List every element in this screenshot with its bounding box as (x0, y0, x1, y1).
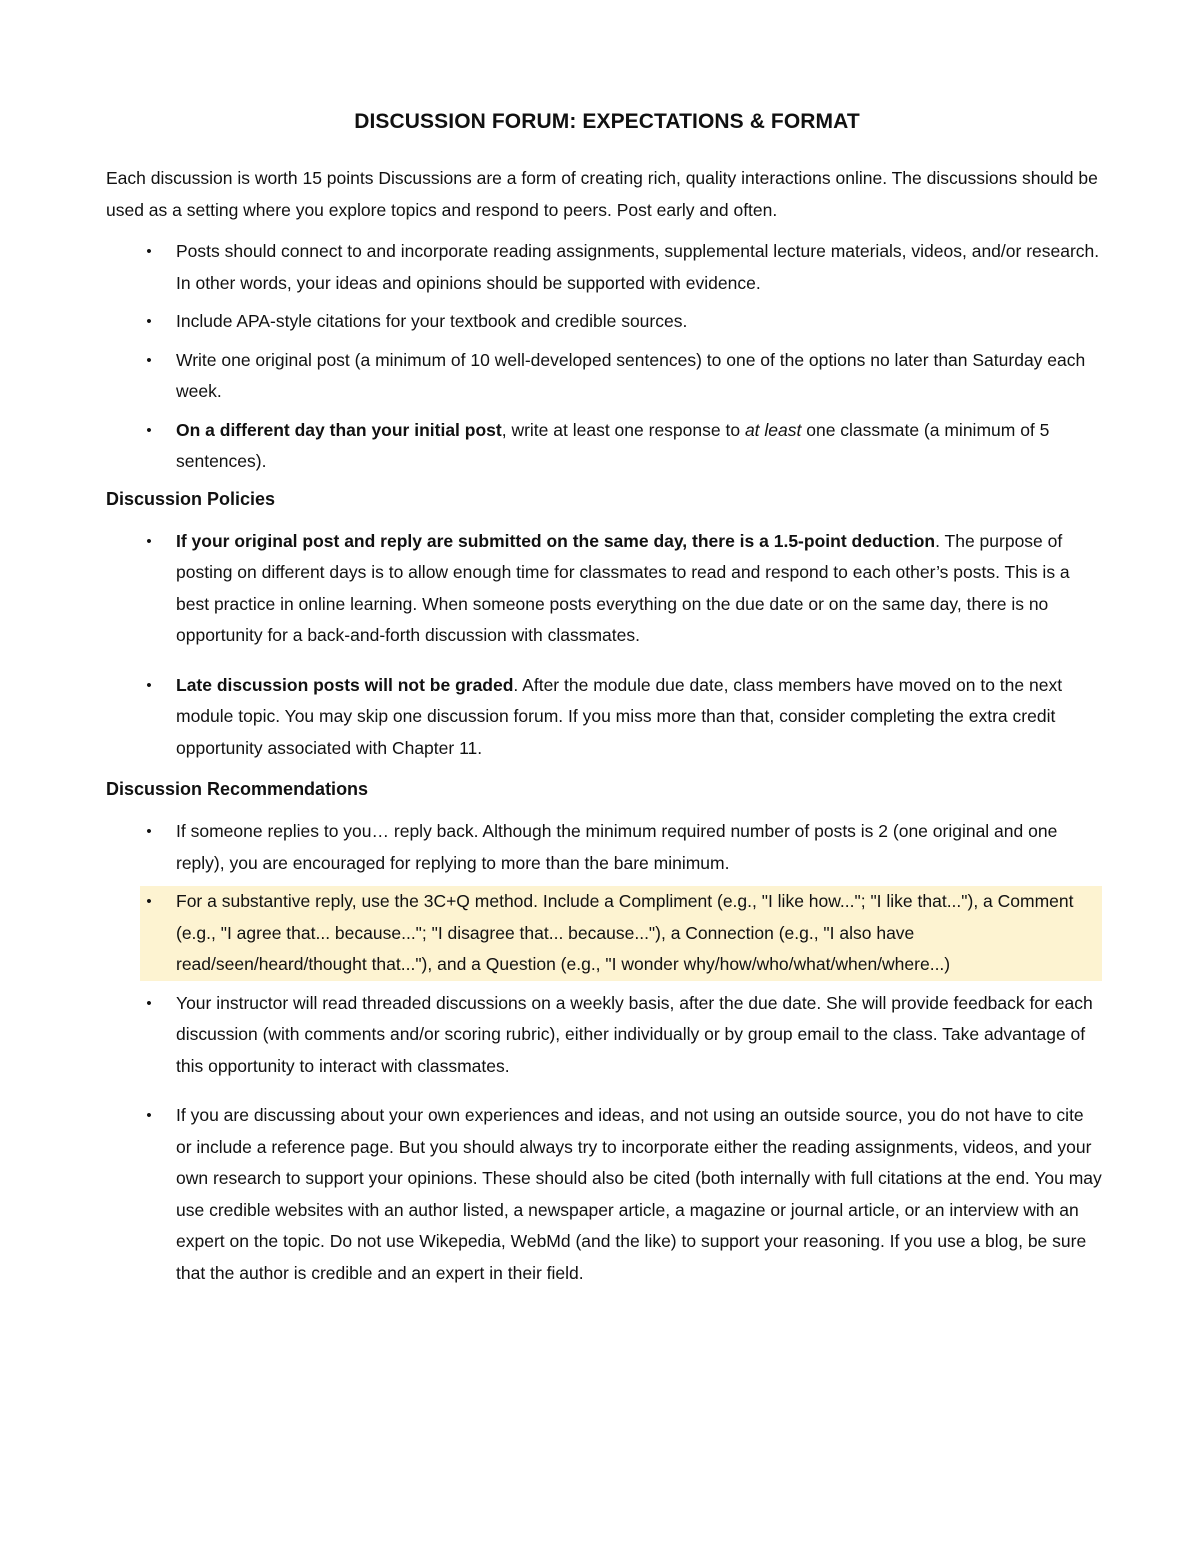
list-item-bold-text: On a different day than your initial post (176, 419, 502, 440)
list-item-text: If someone replies to you… reply back. Although the minimum required number of posts is 2 (one original and one reply), you are encouraged for replying to more than the bare minimum. (176, 821, 1058, 873)
policies-list (106, 526, 1102, 765)
bullet-icon: • (146, 421, 152, 439)
document-title: DISCUSSION FORUM: EXPECTATIONS & FORMAT (354, 110, 860, 133)
section-heading-recommendations: Discussion Recommendations (106, 779, 369, 799)
list-item (106, 816, 1102, 879)
list-item-bold-text: Late discussion posts will not be graded (176, 674, 514, 695)
list-item-bold-text: If your original post and reply are submitted on the same day, there is a 1.5-point deduction (176, 530, 936, 551)
list-item-text: , write at least one response to (501, 419, 745, 440)
bullet-icon: • (146, 676, 152, 694)
list-item-text: . After the module due date, class members have moved on to the next module topic. You may skip one discussion forum. If you miss more than that, consider completing the extra credit opportunity associated with Chapter 11. (176, 674, 1063, 758)
list-item-text: For a substantive reply, use the 3C+Q method. Include a Compliment (e.g., "I like how..."; "I like that..."), a Comment (e.g., "I agree that... because..."; "I disagree that... because..."), a Connection (e.g., "I also have read/seen/heard/thought that..."), and a Question (e.g., "I wonder why/how/who/what/when/where...) (176, 891, 1074, 974)
bullet-icon: • (146, 823, 152, 840)
list-item-text: Your instructor will read threaded discussions on a weekly basis, after the due date. She will provide feedback for each discussion (with comments and/or scoring rubric), either individually or by group email to the class. Take advantage of this opportunity to interact with classmates. (176, 992, 1093, 1076)
section-heading-policies: Discussion Policies (106, 488, 276, 509)
bullet-icon: • (146, 994, 152, 1012)
list-item (106, 415, 1102, 478)
list-item (106, 526, 1102, 652)
list-item-text: If you are discussing about your own experiences and ideas, and not using an outside source, you do not have to cite or include a reference page. But you should always try to incorporate either the reading assignments, videos, and your own research to support your opinions. These should also be cited (both internally with full citations at the end. You may use credible websites with an author listed, a newspaper article, a magazine or journal article, or an interview with an expert on the topic. Do not use Wikepedia, WebMd (and the like) to support your reasoning. If you use a blog, be sure that the author is credible and an expert in their field. (176, 1105, 1102, 1283)
list-item-text: one classmate (a minimum of 5 sentences). (176, 419, 1050, 471)
bullet-icon: • (146, 1107, 152, 1124)
recommendations-list (106, 816, 1102, 1289)
list-item (106, 1100, 1102, 1289)
list-item (106, 670, 1102, 765)
bullet-icon: • (146, 351, 152, 369)
list-item (106, 236, 1102, 299)
expectations-list (106, 236, 1102, 478)
list-item-text: Include APA-style citations for your textbook and credible sources. (176, 311, 688, 331)
bullet-icon: • (146, 313, 152, 330)
bullet-icon: • (146, 893, 152, 910)
list-item (106, 306, 1102, 338)
list-item (106, 988, 1102, 1083)
list-item (106, 345, 1102, 408)
list-item-text: Write one original post (a minimum of 10 well-developed sentences) to one of the options no later than Saturday each week. (176, 349, 1086, 401)
list-item-italic-text: at least (744, 419, 802, 440)
intro-paragraph: Each discussion is worth 15 points Discussions are a form of creating rich, quality interactions online. The discussions should be used as a setting where you explore topics and respond to peers. Post early and often. (106, 168, 1098, 220)
bullet-icon: • (146, 243, 152, 260)
highlighted-list-item (140, 886, 1102, 981)
list-item-text: Posts should connect to and incorporate reading assignments, supplemental lecture materials, videos, and/or research. In other words, your ideas and opinions should be supported with evidence. (176, 241, 1100, 293)
bullet-icon: • (146, 532, 152, 550)
list-item-text: . The purpose of posting on different days is to allow enough time for classmates to read and respond to each other’s posts. This is a best practice in online learning. When someone posts everything on the due date or on the same day, there is no opportunity for a back-and-forth discussion with classmates. (176, 530, 1070, 645)
